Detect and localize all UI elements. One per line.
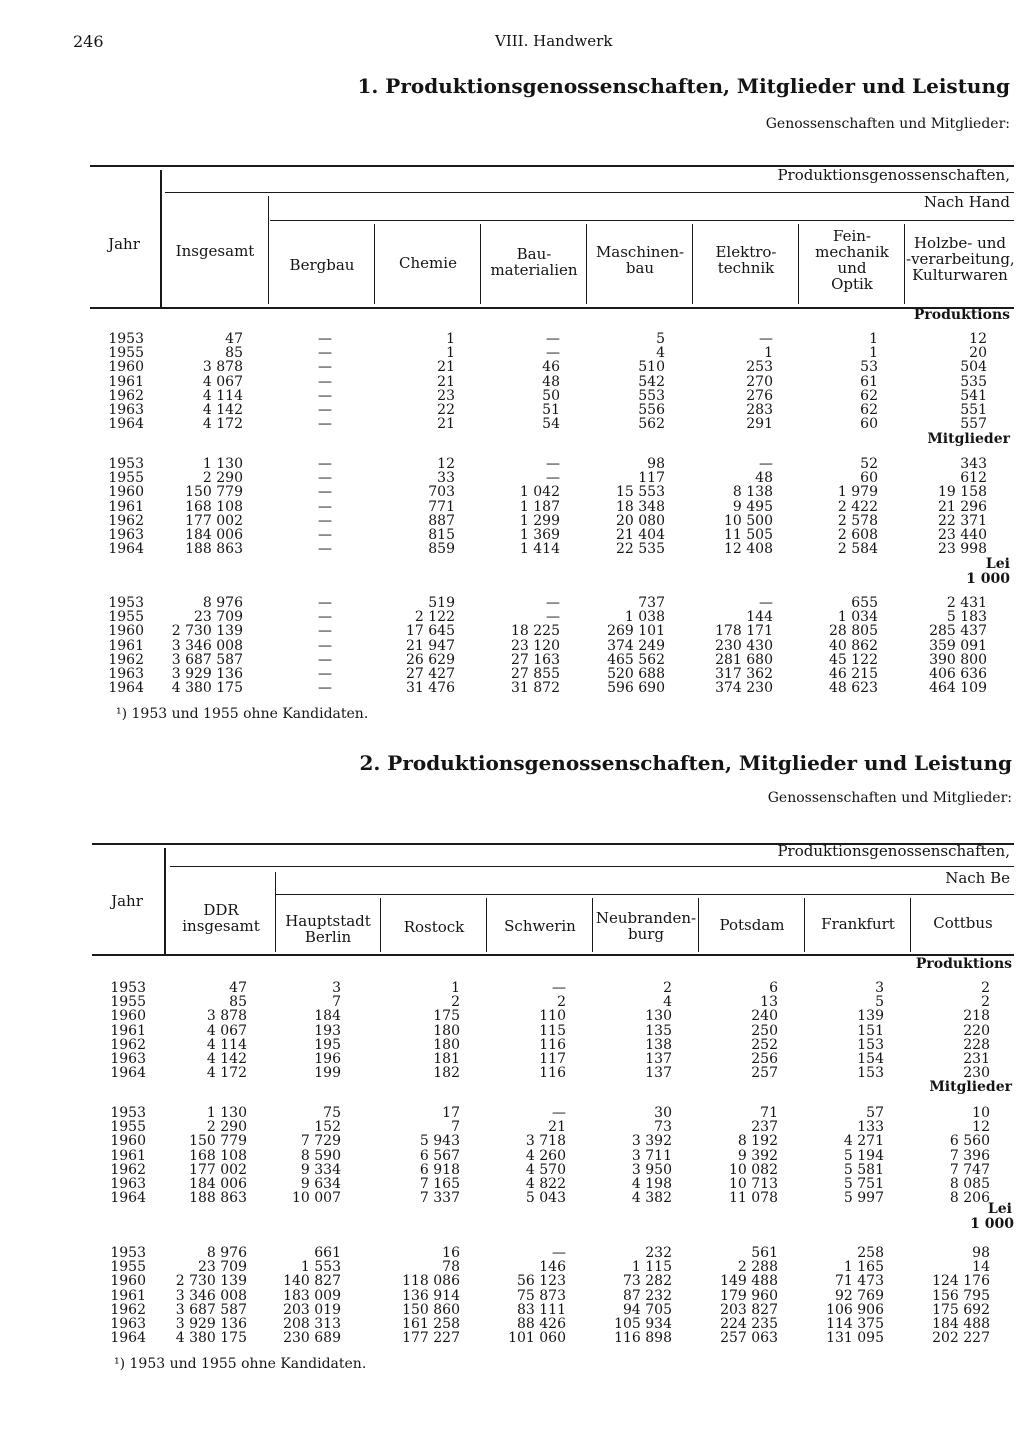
table-1-col-divider (480, 224, 481, 304)
data-column: 30 73 3 392 3 711 3 950 4 198 4 382 (631, 1105, 672, 1207)
page-number: 246 (73, 32, 104, 51)
table-1-col-header: Maschinen- bau (595, 243, 685, 277)
table-2-col-header: Hauptstadt Berlin (285, 912, 371, 946)
data-column: 16 78 118 086 136 914 150 860 161 258 177 227 (402, 1245, 460, 1347)
table-2-group-rule (276, 894, 1014, 895)
data-column: — — — — — — — (318, 595, 332, 697)
data-column: 1 1 53 61 62 62 60 (860, 331, 878, 433)
data-column: 737 1 038 269 101 374 249 465 562 520 688 596 690 (607, 595, 665, 697)
table-1-col-divider (904, 224, 905, 304)
data-column: 2 431 5 183 285 437 359 091 390 800 406 636 464 109 (929, 595, 987, 697)
data-column: 8 976 23 709 2 730 139 3 346 008 3 687 587 3 929 136 4 380 175 (175, 1245, 247, 1347)
year-column: 1953 1955 1960 1961 1962 1963 1964 (108, 595, 144, 697)
data-column: — 146 56 123 75 873 83 111 88 426 101 060 (508, 1245, 566, 1347)
data-column: 98 117 15 553 18 348 20 080 21 404 22 535 (616, 456, 665, 558)
table-2-jahr-header: Jahr (111, 892, 143, 910)
data-column: 1 2 175 180 180 181 182 (433, 980, 460, 1082)
data-column: 519 2 122 17 645 21 947 26 629 27 427 31 476 (406, 595, 455, 697)
table-1-footnote: ¹) 1953 und 1955 ohne Kandidaten. (116, 706, 369, 722)
data-column: 3 5 139 151 153 154 153 (857, 980, 884, 1082)
data-column: — 144 178 171 230 430 281 680 317 362 374 230 (715, 595, 773, 697)
data-column: 71 237 8 192 9 392 10 082 10 713 11 078 (729, 1105, 778, 1207)
data-column: — — 18 225 23 120 27 163 27 855 31 872 (511, 595, 560, 697)
table-1-title: 1. Produktionsgenossenschaften, Mitglieder und Leistung (357, 74, 1010, 98)
table-2-col-divider (804, 898, 805, 952)
year-column: 1953 1955 1960 1961 1962 1963 1964 (108, 331, 144, 433)
table-2-col-divider (380, 898, 381, 952)
table-1-col-header: Fein- mechanik und Optik (815, 227, 889, 293)
table-2-title: 2. Produktionsgenossenschaften, Mitglieder und Leistung (359, 751, 1012, 775)
table-1-super-rule (165, 192, 1014, 193)
table-2-col-header: Cottbus (933, 914, 993, 932)
table-1-section-label: Produktions (913, 307, 1010, 323)
data-column: 47 85 3 878 4 067 4 114 4 142 4 172 (206, 980, 247, 1082)
data-column: 47 85 3 878 4 067 4 114 4 142 4 172 (202, 331, 243, 433)
data-column: 1 130 2 290 150 779 168 108 177 002 184 006 188 863 (189, 1105, 247, 1207)
table-1-group-header: Nach Hand (923, 193, 1010, 211)
table-1-col-divider (374, 224, 375, 304)
data-column: — 2 110 115 116 117 116 (539, 980, 566, 1082)
table-2-col-header: DDR insgesamt (182, 901, 260, 935)
table-1-stub-divider (160, 170, 162, 308)
table-1-section-unit: 1 000 (966, 571, 1010, 587)
table-1-super-header: Produktionsgenossenschaften, (777, 166, 1010, 184)
data-column: 75 152 7 729 8 590 9 334 9 634 10 007 (292, 1105, 341, 1207)
table-2-col-divider (910, 898, 911, 952)
table-1-col-divider (798, 224, 799, 304)
table-2-col-divider (698, 898, 699, 952)
table-1-col-divider (586, 224, 587, 304)
table-2-col-header: Schwerin (504, 917, 576, 935)
table-2-section-unit: 1 000 (970, 1216, 1014, 1232)
table-2-section-label: Mitglieder (929, 1079, 1012, 1095)
data-column: — — — — — — — (318, 331, 332, 433)
data-column: 3 7 184 193 195 196 199 (314, 980, 341, 1082)
data-column: — — 46 48 50 51 54 (542, 331, 560, 433)
data-column: 2 2 218 220 228 231 230 (963, 980, 990, 1082)
data-column: — 48 8 138 9 495 10 500 11 505 12 408 (724, 456, 773, 558)
table-2-col-divider (592, 898, 593, 952)
table-2-super-rule (170, 866, 1014, 867)
data-column: 258 1 165 71 473 92 769 106 906 114 375 131 095 (826, 1245, 884, 1347)
table-1-col-header: Bergbau (289, 256, 355, 274)
table-1-col-divider (268, 196, 269, 304)
table-1-section-label: Mitglieder (927, 431, 1010, 447)
data-column: — — 1 042 1 187 1 299 1 369 1 414 (519, 456, 560, 558)
data-column: 98 14 124 176 156 795 175 692 184 488 202 227 (932, 1245, 990, 1347)
table-2-col-header: Frankfurt (821, 915, 895, 933)
year-column: 1953 1955 1960 1961 1962 1963 1964 (110, 980, 146, 1082)
table-1-col-header: Elektro- technik (715, 243, 777, 277)
table-2-col-header: Potsdam (719, 916, 785, 934)
table-1-col-header: Insgesamt (175, 242, 255, 260)
year-column: 1953 1955 1960 1961 1962 1963 1964 (110, 1245, 146, 1347)
table-2-footnote: ¹) 1953 und 1955 ohne Kandidaten. (114, 1356, 367, 1372)
data-column: 343 612 19 158 21 296 22 371 23 440 23 998 (938, 456, 987, 558)
data-column: 8 976 23 709 2 730 139 3 346 008 3 687 587 3 929 136 4 380 175 (171, 595, 243, 697)
table-2-section-label: Produktions (915, 956, 1012, 972)
data-column: 10 12 6 560 7 396 7 747 8 085 8 206 (949, 1105, 990, 1207)
table-2-super-header: Produktionsgenossenschaften, (777, 842, 1010, 860)
data-column: — 21 3 718 4 260 4 570 4 822 5 043 (525, 1105, 566, 1207)
table-1-col-divider (692, 224, 693, 304)
year-column: 1953 1955 1960 1961 1962 1963 1964 (110, 1105, 146, 1207)
table-2-col-header: Neubranden- burg (595, 909, 697, 943)
data-column: 1 130 2 290 150 779 168 108 177 002 184 006 188 863 (185, 456, 243, 558)
data-column: 661 1 553 140 827 183 009 203 019 208 313 230 689 (283, 1245, 341, 1347)
data-column: 52 60 1 979 2 422 2 578 2 608 2 584 (837, 456, 878, 558)
table-1-col-header: Chemie (399, 254, 457, 272)
table-2-subtitle: Genossenschaften und Mitglieder: (767, 790, 1012, 806)
data-column: 1 1 21 21 23 22 21 (437, 331, 455, 433)
table-2-col-divider (486, 898, 487, 952)
data-column: — 1 253 270 276 283 291 (746, 331, 773, 433)
table-1-jahr-header: Jahr (108, 235, 140, 253)
year-column: 1953 1955 1960 1961 1962 1963 1964 (108, 456, 144, 558)
data-column: 57 133 4 271 5 194 5 581 5 751 5 997 (843, 1105, 884, 1207)
data-column: 232 1 115 73 282 87 232 94 705 105 934 116 898 (614, 1245, 672, 1347)
chapter-title: VIII. Handwerk (495, 32, 613, 50)
table-1-group-rule (270, 220, 1014, 221)
table-1-col-header: Bau- materialien (490, 245, 578, 279)
data-column: 561 2 288 149 488 179 960 203 827 224 235 257 063 (720, 1245, 778, 1347)
data-column: 17 7 5 943 6 567 6 918 7 165 7 337 (419, 1105, 460, 1207)
data-column: 5 4 510 542 553 556 562 (638, 331, 665, 433)
table-2-head-rule (92, 954, 1014, 956)
data-column: 655 1 034 28 805 40 862 45 122 46 215 48 623 (829, 595, 878, 697)
data-column: 6 13 240 250 252 256 257 (751, 980, 778, 1082)
table-1-section-label: Lei (985, 556, 1010, 572)
data-column: 12 20 504 535 541 551 557 (960, 331, 987, 433)
table-2-group-header: Nach Be (945, 869, 1010, 887)
table-1-head-rule (90, 307, 1014, 309)
data-column: — — — — — — — (318, 456, 332, 558)
table-1-col-header: Holzbe- und -verarbeitung, Kulturwaren (906, 234, 1015, 284)
table-2-section-label: Lei (987, 1201, 1012, 1217)
table-2-col-header: Rostock (403, 918, 465, 936)
table-1-subtitle: Genossenschaften und Mitglieder: (765, 116, 1010, 132)
data-column: 2 4 130 135 138 137 137 (645, 980, 672, 1082)
data-column: 12 33 703 771 887 815 859 (428, 456, 455, 558)
table-2-stub-divider (164, 848, 166, 954)
